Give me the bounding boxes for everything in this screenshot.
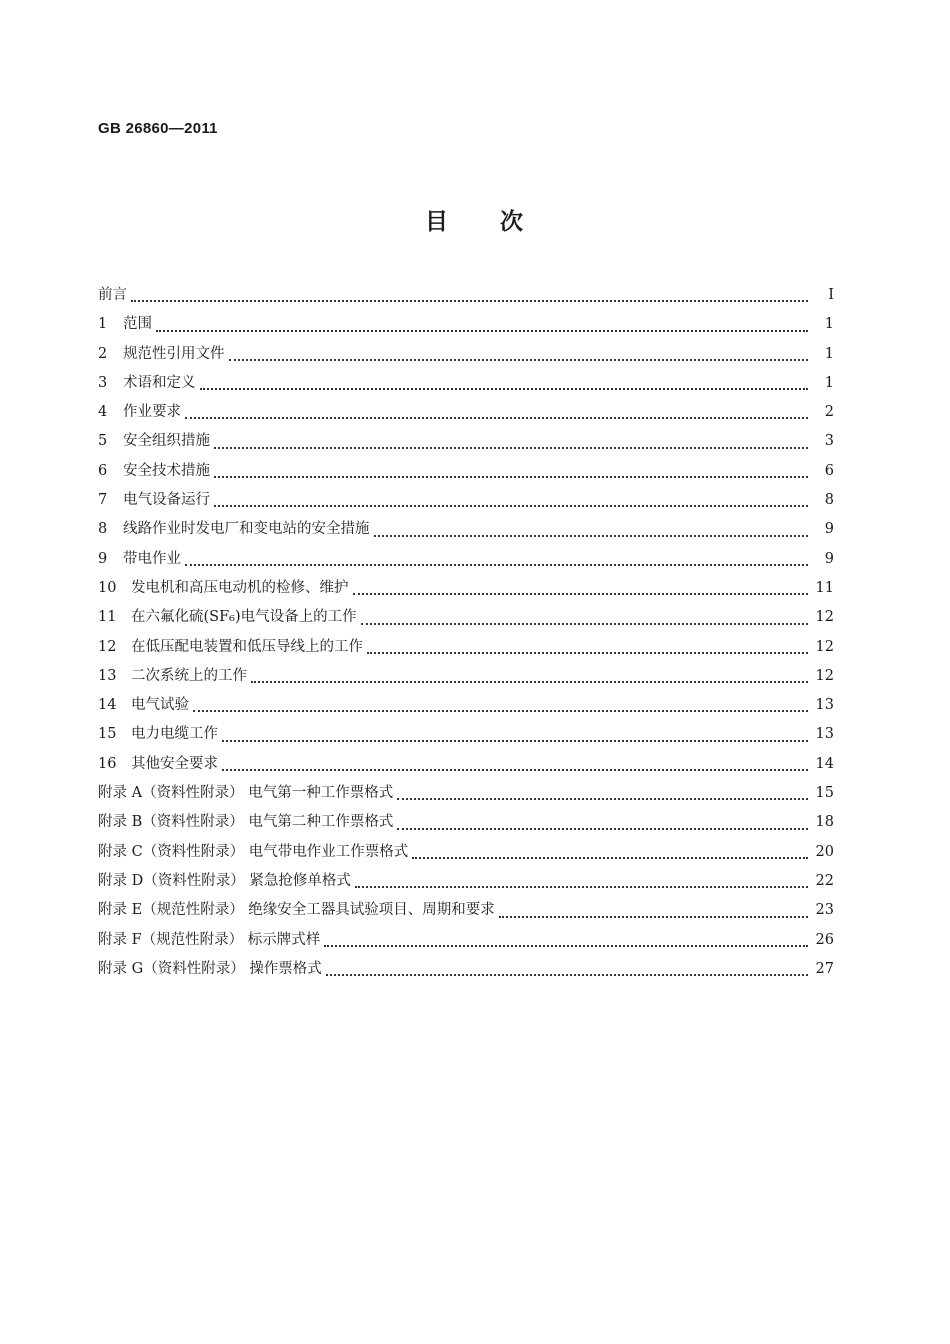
toc-list — [98, 281, 834, 984]
toc-entry-label: 前言 — [98, 287, 127, 303]
toc-entry-number: 12 — [98, 638, 117, 655]
toc-entry-number: 5 — [98, 433, 108, 450]
toc-leader-dots — [367, 633, 808, 662]
toc-entry[interactable] — [98, 515, 834, 544]
toc-entry-number: 11 — [98, 609, 117, 626]
toc-entry-page: 9 — [824, 521, 834, 538]
toc-entry-label: 带电作业 — [123, 550, 181, 567]
toc-leader-dots — [397, 808, 808, 837]
toc-leader-dots — [374, 515, 809, 544]
toc-entry-number: 1 — [98, 316, 108, 333]
toc-entry-label: 附录 A（资料性附录） 电气第一种工作票格式 — [98, 785, 394, 802]
toc-entry[interactable] — [98, 691, 834, 720]
toc-entry-page: 11 — [815, 579, 834, 596]
toc-leader-dots — [353, 574, 809, 603]
toc-leader-dots — [251, 662, 808, 691]
toc-leader-dots — [324, 926, 808, 955]
toc-entry-page: 20 — [815, 843, 834, 860]
toc-entry-page: 1 — [824, 374, 834, 391]
toc-annex-entry[interactable] — [98, 779, 834, 808]
toc-entry-page: 3 — [824, 433, 834, 450]
toc-entry-page: 12 — [815, 667, 834, 684]
toc-entry[interactable] — [98, 720, 834, 749]
toc-title-char-2: 次 — [500, 209, 525, 235]
toc-entry[interactable] — [98, 603, 834, 632]
toc-entry-page: 23 — [815, 902, 834, 919]
toc-entry-label: 附录 C（资料性附录） 电气带电作业工作票格式 — [98, 843, 409, 860]
toc-entry-label: 附录 E（规范性附录） 绝缘安全工器具试验项目、周期和要求 — [98, 902, 495, 919]
toc-entry-label: 范围 — [123, 316, 152, 333]
standard-number: GB 26860—2011 — [98, 120, 218, 137]
toc-annex-entry[interactable] — [98, 808, 834, 837]
toc-leader-dots — [326, 955, 808, 984]
toc-annex-entry[interactable] — [98, 955, 834, 984]
toc-entry-page: 1 — [824, 345, 834, 362]
toc-entry-page: 27 — [815, 960, 834, 977]
toc-leader-dots — [397, 779, 808, 808]
toc-annex-entry[interactable] — [98, 867, 834, 896]
toc-entry-number: 10 — [98, 579, 117, 596]
toc-entry[interactable] — [98, 281, 834, 310]
toc-entry-label: 在六氟化硫(SF₆)电气设备上的工作 — [131, 609, 357, 626]
toc-entry[interactable] — [98, 310, 834, 339]
toc-annex-entry[interactable] — [98, 926, 834, 955]
toc-entry-label: 附录 F（规范性附录） 标示牌式样 — [98, 931, 321, 948]
toc-entry-number: 3 — [98, 374, 108, 391]
toc-entry-label: 安全组织措施 — [123, 433, 210, 450]
toc-leader-dots — [185, 398, 808, 427]
toc-entry[interactable] — [98, 340, 834, 369]
toc-entry-number: 15 — [98, 726, 117, 743]
toc-entry-label: 电气试验 — [131, 697, 189, 714]
toc-entry-label: 作业要求 — [123, 404, 181, 421]
toc-entry-label: 附录 B（资料性附录） 电气第二种工作票格式 — [98, 814, 394, 831]
toc-entry-label: 其他安全要求 — [131, 755, 218, 772]
toc-entry-number: 4 — [98, 404, 108, 421]
toc-annex-entry[interactable] — [98, 896, 834, 925]
toc-entry-label: 规范性引用文件 — [123, 345, 225, 362]
toc-entry-page: 6 — [824, 462, 834, 479]
toc-title-char-1: 目 — [425, 209, 450, 235]
toc-entry-label: 二次系统上的工作 — [131, 667, 247, 684]
toc-entry-number: 8 — [98, 521, 108, 538]
toc-title — [0, 203, 950, 236]
toc-entry[interactable] — [98, 750, 834, 779]
toc-entry-label: 附录 G（资料性附录） 操作票格式 — [98, 960, 322, 977]
toc-leader-dots — [131, 281, 808, 310]
toc-entry-label: 发电机和高压电动机的检修、维护 — [131, 579, 349, 596]
toc-entry-number: 7 — [98, 492, 108, 509]
toc-entry-page: 13 — [815, 726, 834, 743]
toc-leader-dots — [214, 457, 808, 486]
toc-entry[interactable] — [98, 398, 834, 427]
toc-entry-number: 9 — [98, 550, 108, 567]
toc-entry-page: 2 — [824, 404, 834, 421]
toc-leader-dots — [229, 340, 809, 369]
toc-leader-dots — [412, 838, 808, 867]
toc-leader-dots — [222, 750, 808, 779]
toc-leader-dots — [361, 603, 808, 632]
toc-entry-label: 电力电缆工作 — [131, 726, 218, 743]
toc-leader-dots — [214, 427, 808, 456]
toc-entry-label: 附录 D（资料性附录） 紧急抢修单格式 — [98, 872, 351, 889]
toc-entry-page: 13 — [815, 697, 834, 714]
toc-entry-page: 12 — [815, 638, 834, 655]
toc-entry[interactable] — [98, 574, 834, 603]
toc-leader-dots — [222, 720, 808, 749]
toc-leader-dots — [355, 867, 808, 896]
toc-entry-number: 13 — [98, 667, 117, 684]
toc-entry-page: 15 — [815, 785, 834, 802]
toc-entry[interactable] — [98, 369, 834, 398]
toc-entry-page: 1 — [824, 316, 834, 333]
toc-entry-label: 安全技术措施 — [123, 462, 210, 479]
toc-entry-label: 在低压配电装置和低压导线上的工作 — [131, 638, 363, 655]
toc-entry[interactable] — [98, 633, 834, 662]
toc-entry[interactable] — [98, 662, 834, 691]
toc-leader-dots — [156, 310, 808, 339]
toc-entry-label: 电气设备运行 — [123, 492, 210, 509]
toc-leader-dots — [185, 545, 808, 574]
toc-entry-number: 14 — [98, 697, 117, 714]
toc-entry-label: 术语和定义 — [123, 374, 196, 391]
toc-entry-number: 6 — [98, 462, 108, 479]
toc-entry-label: 线路作业时发电厂和变电站的安全措施 — [123, 521, 370, 538]
toc-entry-page: 18 — [815, 814, 834, 831]
toc-entry[interactable] — [98, 486, 834, 515]
toc-entry-page: 26 — [815, 931, 834, 948]
toc-leader-dots — [214, 486, 808, 515]
toc-entry-page: 8 — [824, 492, 834, 509]
toc-entry-page: 12 — [815, 609, 834, 626]
toc-entry-page: Ⅰ — [828, 287, 834, 303]
toc-entry-number: 2 — [98, 345, 108, 362]
toc-entry[interactable] — [98, 545, 834, 574]
toc-entry[interactable] — [98, 457, 834, 486]
toc-entry-page: 14 — [815, 755, 834, 772]
toc-leader-dots — [499, 896, 808, 925]
toc-leader-dots — [200, 369, 809, 398]
toc-entry-number: 16 — [98, 755, 117, 772]
toc-annex-entry[interactable] — [98, 838, 834, 867]
toc-leader-dots — [193, 691, 808, 720]
toc-entry-page: 22 — [815, 872, 834, 889]
toc-entry-page: 9 — [824, 550, 834, 567]
toc-entry[interactable] — [98, 427, 834, 456]
